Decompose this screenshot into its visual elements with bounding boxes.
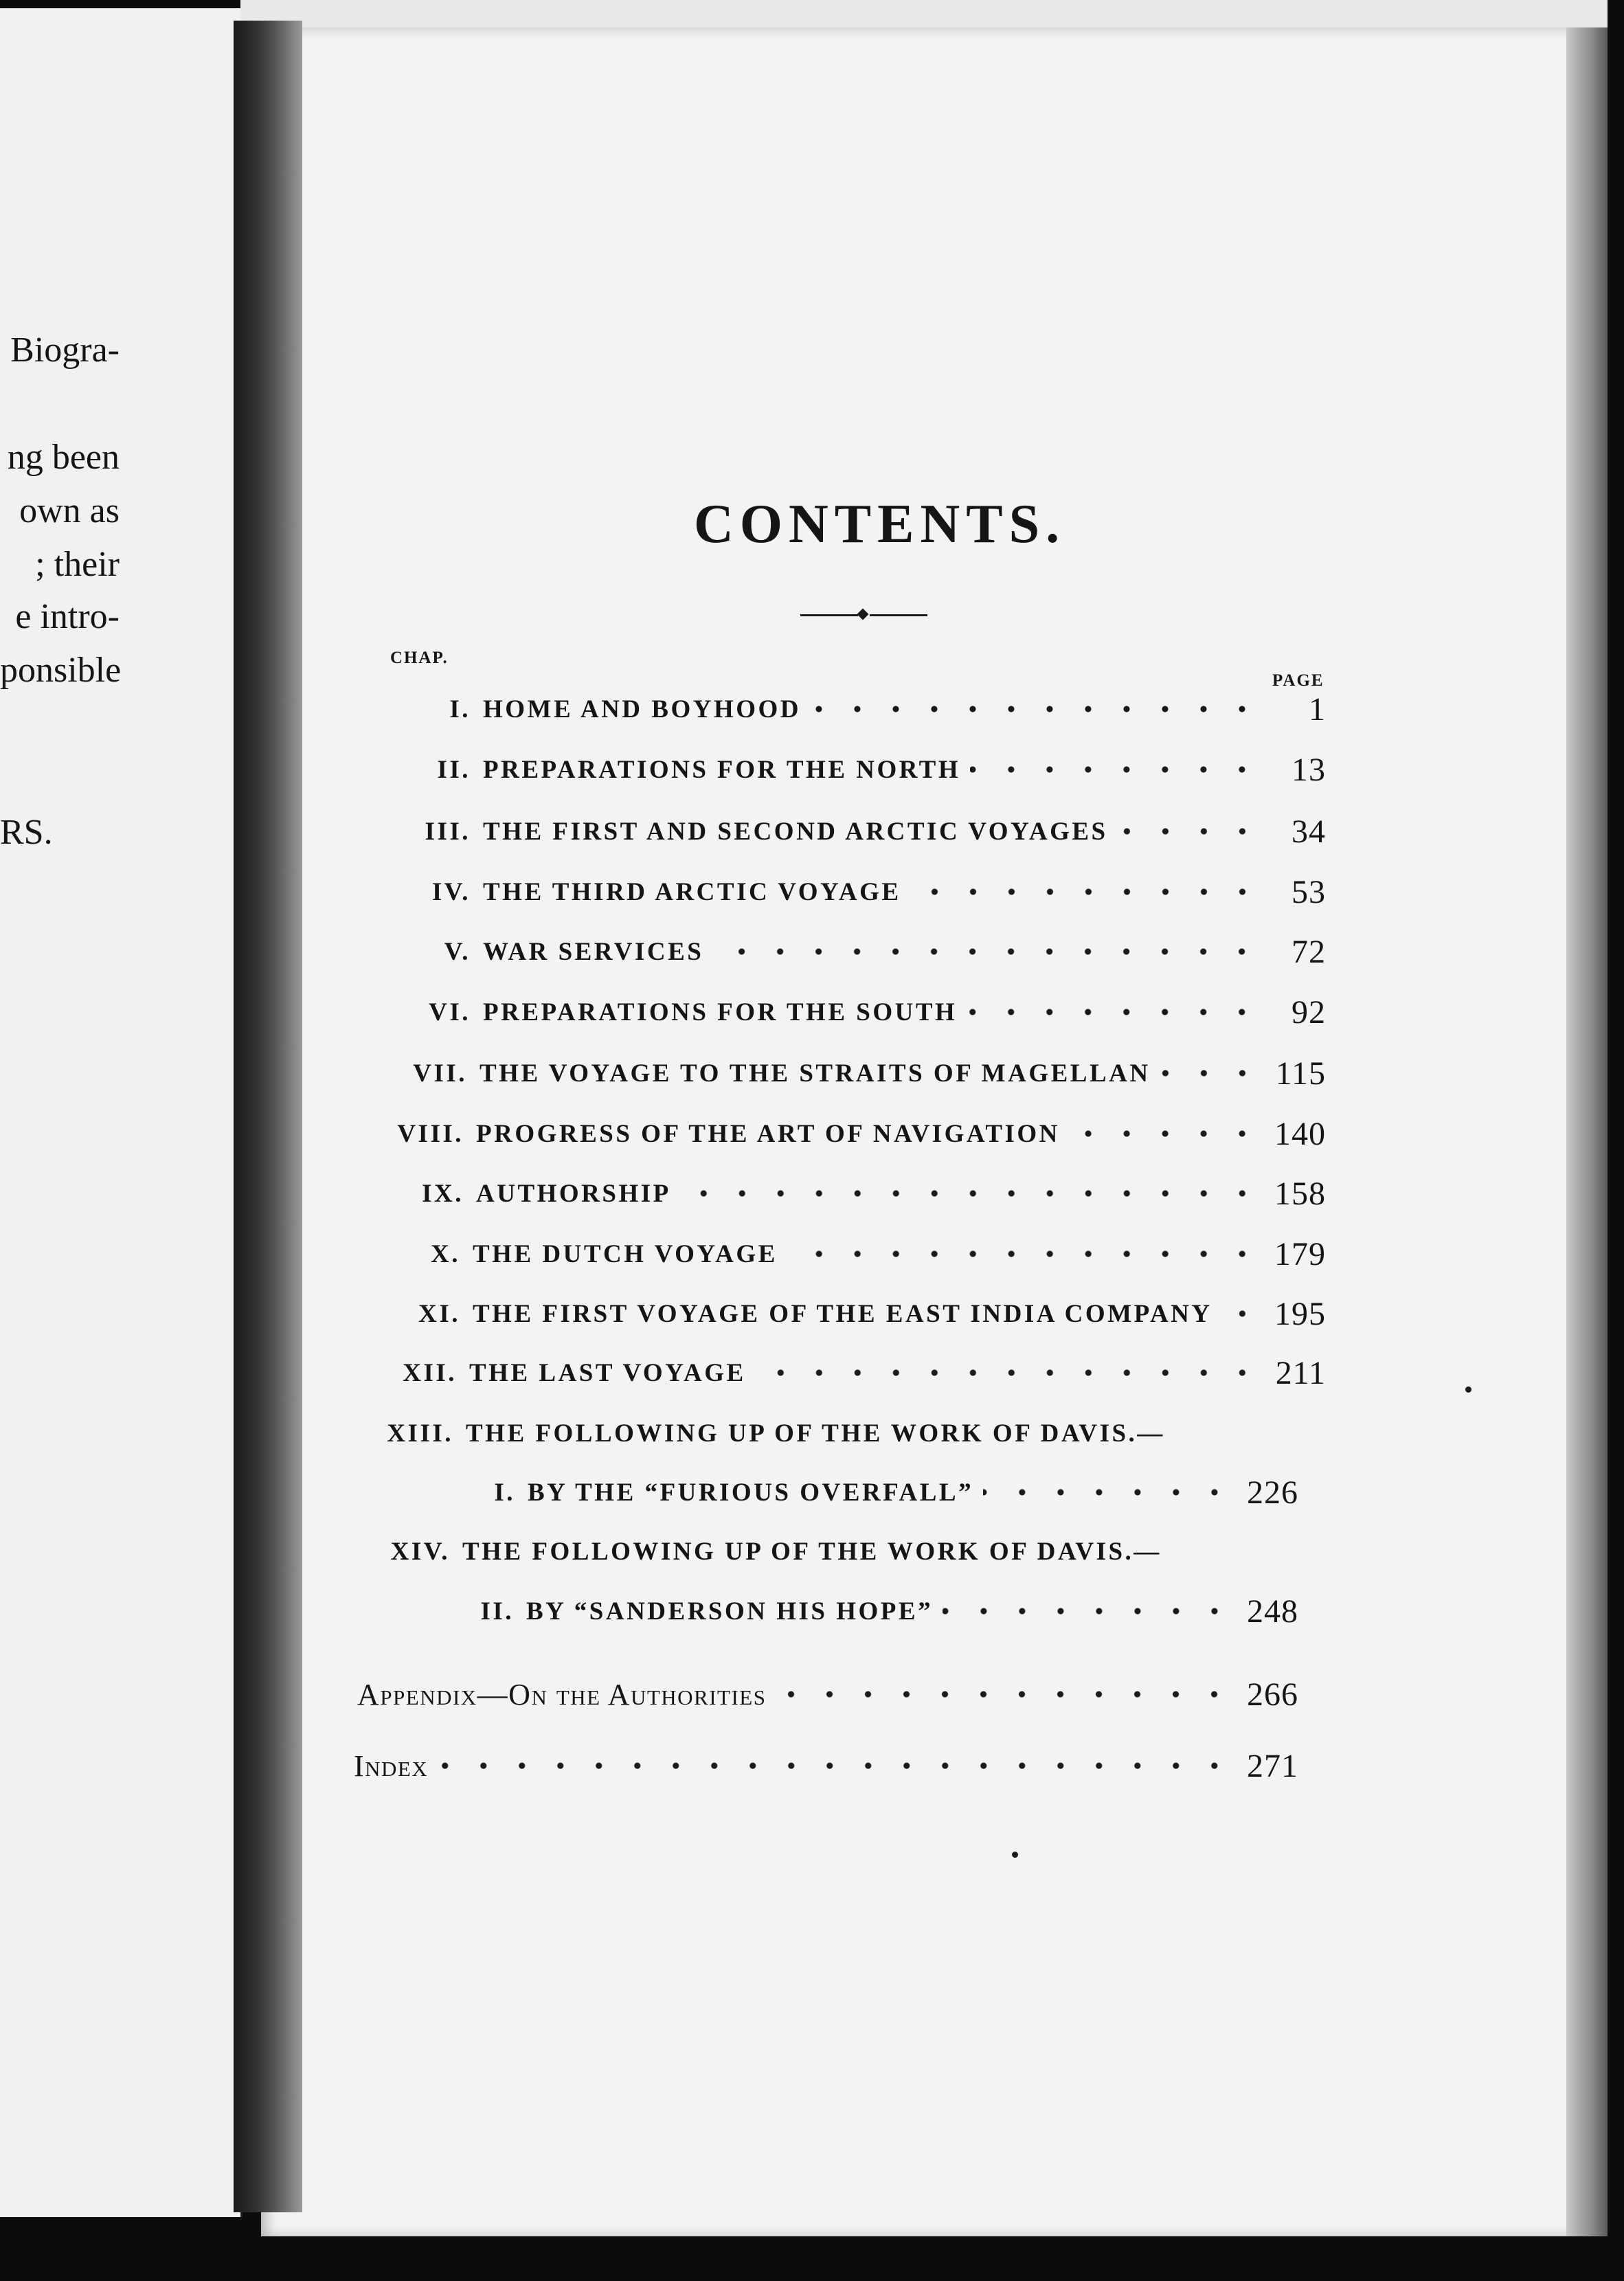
page-number: 271 [1247, 1747, 1298, 1784]
chapter-title: THE FIRST AND SECOND ARCTIC VOYAGES [483, 817, 1108, 846]
chapter-title: THE FIRST VOYAGE OF THE EAST INDIA COMPANY [473, 1299, 1213, 1328]
page-number: 13 [1292, 751, 1326, 788]
toc-entry[interactable] [474, 1472, 1298, 1513]
facing-page-line: e intro- [15, 597, 120, 636]
scan-speck [1465, 1386, 1471, 1393]
chapter-title: PREPARATIONS FOR THE SOUTH [483, 998, 958, 1026]
toc-entry[interactable] [378, 1113, 1326, 1154]
appendix-title: Appendix—On the Authorities [357, 1677, 767, 1711]
page-number: 226 [1247, 1474, 1298, 1511]
facing-page-line: Biogra- [10, 330, 120, 370]
chapter-title: THE VOYAGE TO THE STRAITS OF MAGELLAN [480, 1059, 1151, 1088]
chapter-number: VIII. [397, 1119, 464, 1148]
chapter-title: BY “SANDERSON HIS HOPE” [526, 1597, 934, 1626]
toc-entry[interactable] [378, 1173, 1326, 1214]
chapter-title: THE FOLLOWING UP OF THE WORK OF DAVIS.— [462, 1537, 1162, 1566]
page-number: 53 [1292, 873, 1326, 910]
toc-appendix[interactable] [357, 1674, 1298, 1715]
chapter-number: XIII. [387, 1419, 453, 1448]
chapter-title: THE THIRD ARCTIC VOYAGE [483, 877, 901, 906]
dot-leader [943, 1607, 1234, 1615]
toc-entry[interactable] [385, 991, 1326, 1033]
page-number: 158 [1274, 1175, 1326, 1212]
page-right-edge [1566, 27, 1608, 2247]
toc-entry[interactable] [371, 1352, 1326, 1393]
chapter-number: III. [425, 817, 471, 846]
toc-entry[interactable] [385, 931, 1326, 972]
facing-page-line: ; their [35, 545, 120, 584]
page-number: 115 [1275, 1055, 1326, 1092]
chapter-title: PROGRESS OF THE ART OF NAVIGATION [476, 1119, 1060, 1148]
page-number: 140 [1274, 1115, 1326, 1152]
chapter-title: BY THE “FURIOUS OVERFALL” [528, 1478, 974, 1507]
page-number: 211 [1275, 1354, 1326, 1391]
page-bottom-edge [240, 2236, 1608, 2281]
dot-leader [911, 888, 1261, 896]
chapter-title: THE LAST VOYAGE [469, 1358, 746, 1387]
facing-page [0, 8, 243, 2217]
chapter-number: VI. [429, 998, 471, 1026]
toc-entry[interactable] [473, 1591, 1298, 1632]
page-number: 34 [1292, 813, 1326, 850]
dot-leader [970, 765, 1261, 774]
chapter-title: THE DUTCH VOYAGE [473, 1239, 778, 1268]
facing-page-line: ng been [7, 438, 120, 477]
page-column-header: PAGE [1272, 671, 1324, 690]
toc-entry[interactable] [381, 1053, 1326, 1094]
title-ornament [800, 610, 927, 620]
facing-page-line: own as [19, 491, 120, 530]
toc-entry[interactable] [368, 1413, 1326, 1454]
page-number: 248 [1247, 1593, 1298, 1630]
index-title: Index [354, 1749, 429, 1783]
chapter-title: PREPARATIONS FOR THE NORTH [483, 755, 961, 784]
page-number: 1 [1309, 690, 1326, 728]
dot-leader [967, 1008, 1261, 1016]
facing-page-line: ponsible [0, 651, 122, 690]
page-number: 195 [1274, 1295, 1326, 1332]
toc-entry[interactable] [385, 749, 1326, 790]
section-number: I. [494, 1478, 515, 1507]
page-title: CONTENTS. [694, 494, 1066, 554]
chapter-number: I. [449, 695, 471, 723]
dot-leader [1160, 1069, 1261, 1077]
facing-page-line: RS. [0, 813, 53, 852]
chapter-number: XIV. [390, 1537, 450, 1566]
toc-entry[interactable] [374, 1233, 1326, 1274]
dot-leader [811, 705, 1261, 713]
dot-leader [787, 1250, 1261, 1258]
dot-leader [681, 1189, 1261, 1198]
dot-leader [438, 1762, 1234, 1770]
toc-entry[interactable] [364, 1531, 1326, 1572]
scan-speck [1012, 1852, 1018, 1858]
chapter-number: IV. [431, 877, 471, 906]
page-number: 179 [1274, 1235, 1326, 1272]
chapter-number: II. [437, 755, 471, 784]
chapter-number: V. [444, 937, 471, 966]
chapter-title: THE FOLLOWING UP OF THE WORK OF DAVIS.— [466, 1419, 1165, 1448]
book-gutter [234, 21, 302, 2212]
page-number: 92 [1292, 993, 1326, 1031]
chapter-number: IX. [422, 1179, 464, 1208]
chap-column-header: CHAP. [390, 649, 449, 667]
chapter-title: WAR SERVICES [483, 937, 704, 966]
chapter-number: XII. [403, 1358, 457, 1387]
toc-entry[interactable] [385, 688, 1326, 730]
chapter-title: HOME AND BOYHOOD [483, 695, 802, 723]
dot-leader [1118, 827, 1261, 835]
dot-leader [1222, 1310, 1261, 1318]
chapter-number: XI. [418, 1299, 460, 1328]
dot-leader [776, 1690, 1234, 1698]
chapter-number: VII. [413, 1059, 467, 1088]
toc-entry[interactable] [374, 1293, 1326, 1334]
dot-leader [983, 1488, 1234, 1496]
page-number: 266 [1247, 1676, 1298, 1713]
toc-entry[interactable] [385, 811, 1326, 852]
chapter-title: AUTHORSHIP [476, 1179, 671, 1208]
dot-leader [713, 947, 1261, 956]
dot-leader [1070, 1130, 1261, 1138]
page-number: 72 [1292, 933, 1326, 970]
toc-index[interactable] [354, 1745, 1298, 1786]
dot-leader [756, 1369, 1261, 1377]
toc-entry[interactable] [385, 871, 1326, 912]
chapter-number: X. [431, 1239, 460, 1268]
section-number: II. [480, 1597, 514, 1626]
